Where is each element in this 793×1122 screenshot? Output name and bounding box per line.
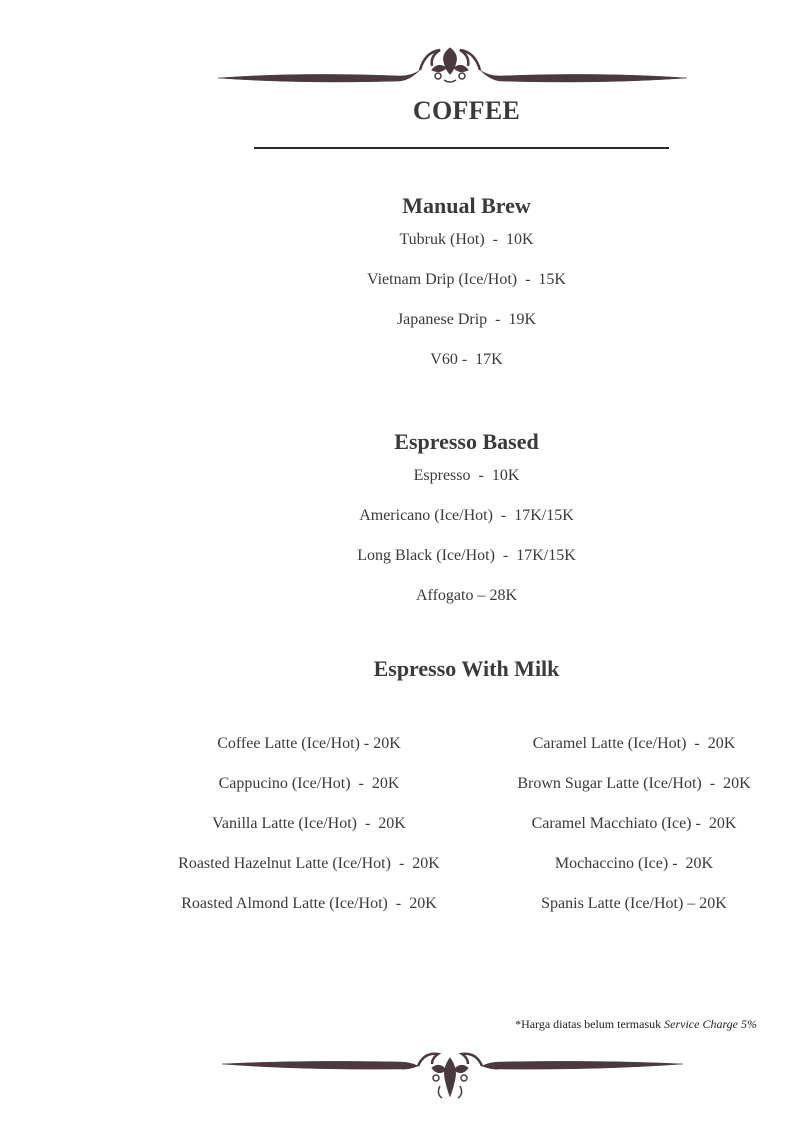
- menu-item-right: Mochaccino (Ice) - 20K: [554, 855, 714, 872]
- menu-item: Affogato – 28K: [415, 587, 518, 604]
- menu-item: Espresso - 10K: [413, 467, 520, 484]
- menu-item-left: Vanilla Latte (Ice/Hot) - 20K: [212, 815, 406, 832]
- menu-item-left: Cappucino (Ice/Hot) - 20K: [218, 775, 400, 792]
- menu-item-right: Caramel Macchiato (Ice) - 20K: [531, 815, 737, 832]
- section-heading-manual-brew: Manual Brew: [402, 193, 531, 218]
- menu-item-right: Caramel Latte (Ice/Hot) - 20K: [532, 735, 736, 752]
- menu-item: V60 - 17K: [430, 351, 503, 368]
- footnote-italic: Service Charge 5%: [664, 1017, 757, 1031]
- menu-item-left: Coffee Latte (Ice/Hot) - 20K: [217, 735, 401, 752]
- bottom-scroll-ornament-icon: [0, 1048, 793, 1108]
- section-heading-espresso-with-milk: Espresso With Milk: [373, 656, 560, 681]
- menu-item: Tubruk (Hot) - 10K: [399, 231, 534, 248]
- service-charge-note: [515, 1017, 757, 1032]
- menu-item: Long Black (Ice/Hot) - 17K/15K: [357, 547, 576, 564]
- title-divider: [254, 147, 669, 149]
- page-title: COFFEE: [412, 96, 521, 125]
- menu-item: Americano (Ice/Hot) - 17K/15K: [359, 507, 574, 524]
- footnote-text: *Harga diatas belum termasuk: [515, 1017, 665, 1031]
- menu-item: Vietnam Drip (Ice/Hot) - 15K: [367, 271, 566, 288]
- menu-item-right: Spanis Latte (Ice/Hot) – 20K: [541, 895, 727, 912]
- menu-item-left: Roasted Hazelnut Latte (Ice/Hot) - 20K: [178, 855, 440, 872]
- menu-item-right: Brown Sugar Latte (Ice/Hot) - 20K: [517, 775, 751, 792]
- top-scroll-ornament-icon: [0, 40, 793, 100]
- section-heading-espresso-based: Espresso Based: [394, 429, 539, 454]
- menu-item-left: Roasted Almond Latte (Ice/Hot) - 20K: [181, 895, 437, 912]
- menu-item: Japanese Drip - 19K: [396, 311, 537, 328]
